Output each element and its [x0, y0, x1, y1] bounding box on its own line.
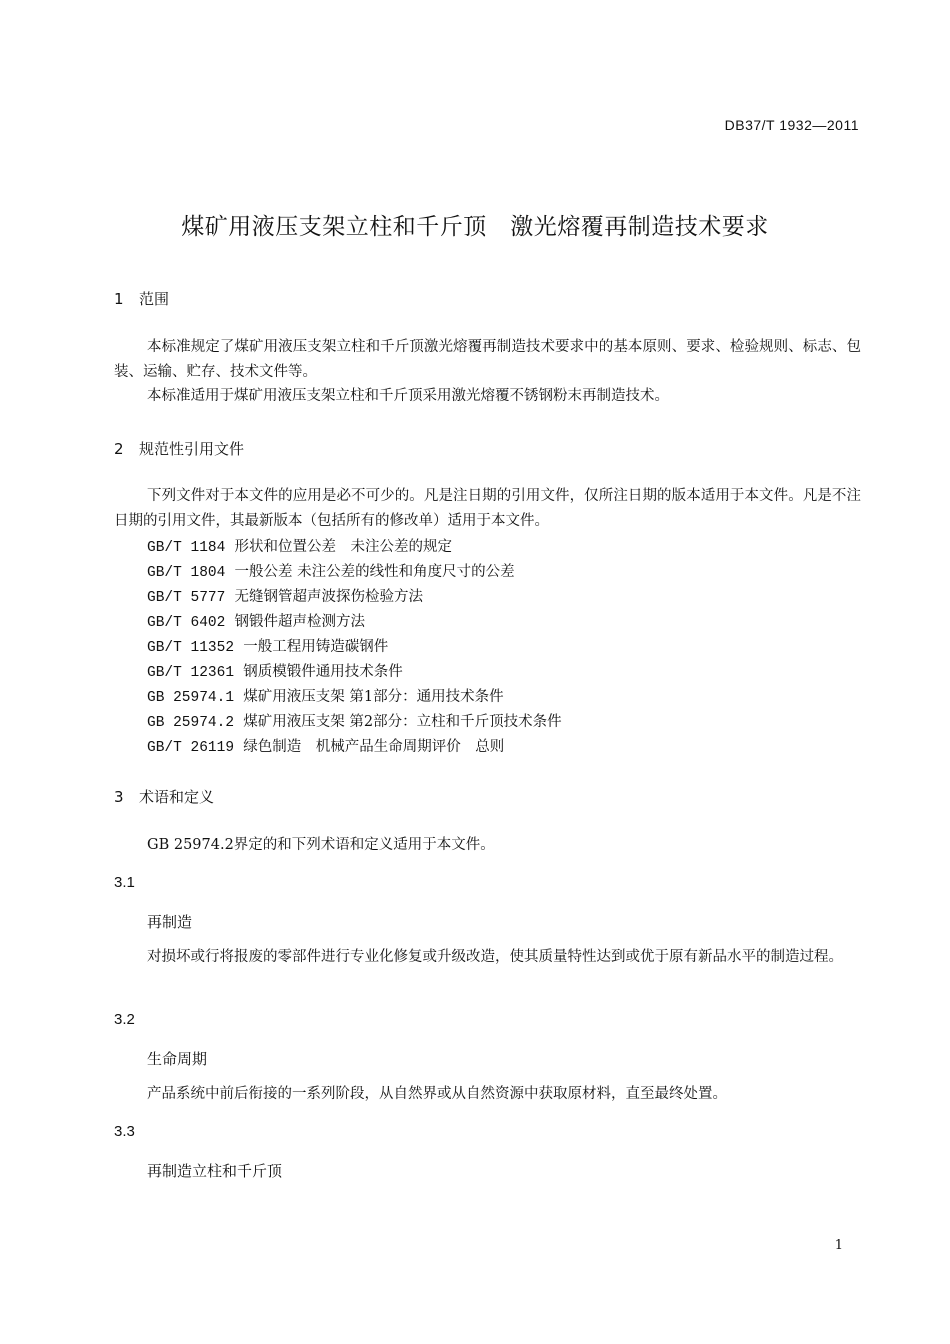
reference-code: GB/T 12361: [147, 665, 235, 681]
section-2-heading: [114, 438, 244, 459]
reference-title: 无缝钢管超声波探伤检验方法: [234, 589, 424, 605]
reference-item: [147, 585, 423, 606]
reference-code: GB/T 1804: [147, 565, 226, 581]
page-number: 1: [834, 1238, 843, 1253]
section-number: 2: [114, 440, 124, 458]
reference-item: [147, 635, 388, 656]
reference-code: GB/T 5777: [147, 590, 226, 606]
section-number: 3: [114, 788, 124, 806]
reference-item: [147, 710, 562, 731]
reference-code: GB 25974.2: [147, 715, 235, 731]
document-title: 煤矿用液压支架立柱和千斤顶 激光熔覆再制造技术要求: [181, 214, 769, 240]
reference-item: [147, 535, 452, 556]
section-1-paragraph-1: 本标准规定了煤矿用液压支架立柱和千斤顶激光熔覆再制造技术要求中的基本原则、要求、检验规则、标志、包装、运输、贮存、技术文件等。: [114, 339, 861, 380]
section-2-paragraph-1: 下列文件对于本文件的应用是必不可少的。凡是注日期的引用文件，仅所注日期的版本适用于本文件。凡是不注日期的引用文件，其最新版本（包括所有的修改单）适用于本文件。: [114, 488, 861, 529]
reference-title: 煤矿用液压支架 第1部分：通用技术条件: [243, 689, 504, 705]
reference-title: 一般公差 未注公差的线性和角度尺寸的公差: [234, 564, 515, 580]
reference-item: [147, 660, 403, 681]
reference-title: 一般工程用铸造碳钢件: [243, 639, 389, 655]
term-number: 3.2: [114, 1011, 135, 1028]
reference-title: 煤矿用液压支架 第2部分：立柱和千斤顶技术条件: [243, 714, 562, 730]
reference-item: [147, 560, 515, 581]
reference-item: [147, 685, 504, 706]
term-name: 再制造立柱和千斤顶: [147, 1162, 283, 1180]
term-number: 3.3: [114, 1123, 135, 1140]
section-title: 范围: [139, 290, 170, 308]
reference-item: [147, 735, 504, 756]
term-definition: 产品系统中前后衔接的一系列阶段，从自然界或从自然资源中获取原材料，直至最终处置。: [147, 1086, 727, 1102]
standard-code: DB37/T 1932—2011: [724, 117, 859, 133]
reference-code: GB/T 6402: [147, 615, 226, 631]
reference-title: 绿色制造 机械产品生命周期评价 总则: [243, 739, 505, 755]
section-1-paragraph-2: 本标准适用于煤矿用液压支架立柱和千斤顶采用激光熔覆不锈钢粉末再制造技术。: [147, 388, 669, 404]
term-name: 再制造: [147, 913, 193, 931]
reference-title: 钢质模锻件通用技术条件: [243, 664, 403, 680]
section-1-heading: [114, 288, 169, 309]
reference-title: 钢锻件超声检测方法: [234, 614, 366, 630]
reference-code: GB/T 1184: [147, 540, 226, 556]
term-definition: 对损坏或行将报废的零部件进行专业化修复或升级改造，使其质量特性达到或优于原有新品水平的制造过程。: [147, 949, 843, 965]
term-number: 3.1: [114, 874, 135, 891]
reference-code: GB/T 26119: [147, 740, 235, 756]
reference-item: [147, 610, 365, 631]
section-title: 术语和定义: [139, 788, 215, 806]
term-name: 生命周期: [147, 1050, 208, 1068]
reference-title: 形状和位置公差 未注公差的规定: [234, 539, 453, 555]
section-title: 规范性引用文件: [139, 440, 245, 458]
section-number: 1: [114, 290, 124, 308]
reference-code: GB/T 11352: [147, 640, 235, 656]
section-3-heading: [114, 786, 214, 807]
section-3-intro: GB 25974.2界定的和下列术语和定义适用于本文件。: [147, 837, 495, 853]
reference-code: GB 25974.1: [147, 690, 235, 706]
